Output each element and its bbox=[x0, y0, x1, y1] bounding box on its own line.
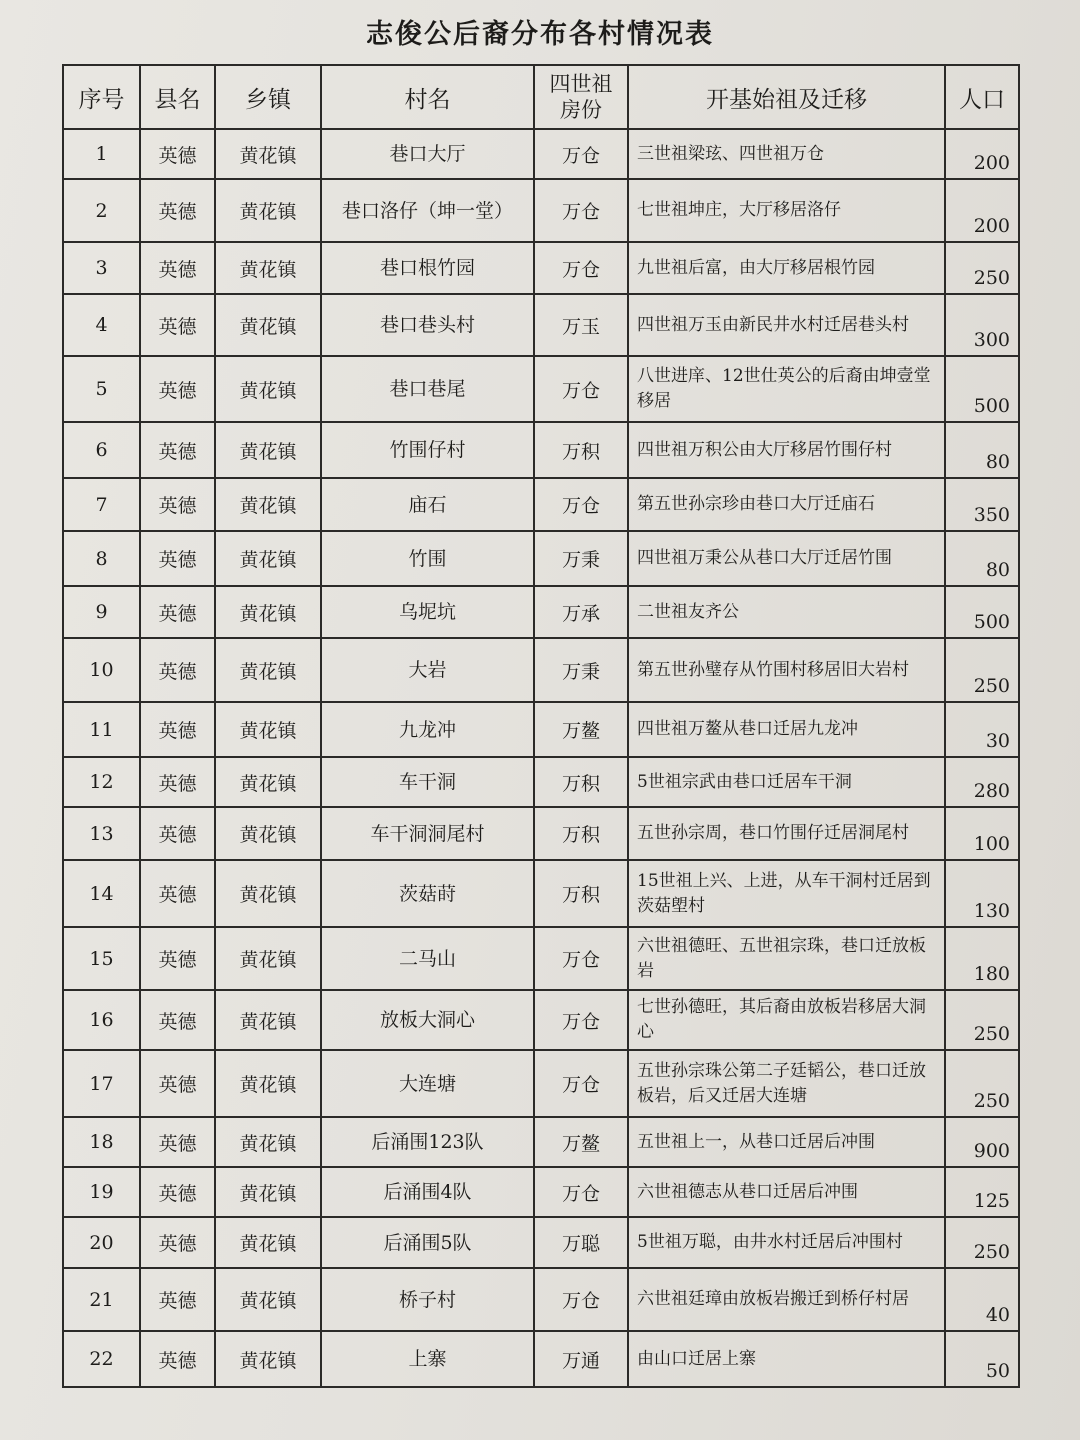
cell-no: 17 bbox=[63, 1050, 140, 1117]
cell-village: 竹围仔村 bbox=[321, 422, 534, 478]
cell-village: 茨菇莳 bbox=[321, 860, 534, 927]
cell-population: 200 bbox=[945, 129, 1019, 179]
cell-population: 125 bbox=[945, 1167, 1019, 1217]
cell-branch: 万仓 bbox=[534, 478, 628, 531]
cell-migration: 五世孙宗珠公第二子廷韬公，巷口迁放板岩，后又迁居大连塘 bbox=[628, 1050, 945, 1117]
cell-village: 巷口洛仔（坤一堂） bbox=[321, 179, 534, 242]
cell-branch: 万承 bbox=[534, 586, 628, 638]
cell-county: 英德 bbox=[140, 586, 215, 638]
cell-no: 2 bbox=[63, 179, 140, 242]
cell-town: 黄花镇 bbox=[215, 1268, 321, 1331]
cell-branch: 万秉 bbox=[534, 531, 628, 586]
table-row bbox=[63, 422, 1019, 478]
cell-migration: 六世祖德志从巷口迁居后冲围 bbox=[628, 1167, 945, 1217]
cell-county: 英德 bbox=[140, 638, 215, 702]
table-row bbox=[63, 179, 1019, 242]
cell-no: 9 bbox=[63, 586, 140, 638]
cell-county: 英德 bbox=[140, 927, 215, 990]
cell-village: 巷口根竹园 bbox=[321, 242, 534, 294]
cell-population: 250 bbox=[945, 1050, 1019, 1117]
cell-branch: 万仓 bbox=[534, 927, 628, 990]
cell-county: 英德 bbox=[140, 990, 215, 1050]
cell-migration: 第五世孙宗珍由巷口大厅迁庙石 bbox=[628, 478, 945, 531]
cell-migration: 四世祖万鳌从巷口迁居九龙冲 bbox=[628, 702, 945, 757]
header-branch bbox=[534, 65, 628, 129]
header-population: 人口 bbox=[945, 65, 1019, 129]
cell-branch: 万玉 bbox=[534, 294, 628, 356]
cell-village: 后涌围4队 bbox=[321, 1167, 534, 1217]
table-row bbox=[63, 356, 1019, 422]
cell-county: 英德 bbox=[140, 860, 215, 927]
cell-branch: 万鳌 bbox=[534, 702, 628, 757]
cell-population: 250 bbox=[945, 990, 1019, 1050]
cell-no: 5 bbox=[63, 356, 140, 422]
cell-branch: 万聪 bbox=[534, 1217, 628, 1268]
cell-population: 50 bbox=[945, 1331, 1019, 1387]
table-row bbox=[63, 478, 1019, 531]
cell-village: 后涌围123队 bbox=[321, 1117, 534, 1167]
cell-branch: 万仓 bbox=[534, 1167, 628, 1217]
cell-no: 7 bbox=[63, 478, 140, 531]
cell-village: 车干洞洞尾村 bbox=[321, 807, 534, 860]
cell-town: 黄花镇 bbox=[215, 478, 321, 531]
cell-population: 500 bbox=[945, 356, 1019, 422]
cell-migration: 5世祖宗武由巷口迁居车干洞 bbox=[628, 757, 945, 807]
cell-population: 350 bbox=[945, 478, 1019, 531]
cell-migration: 四世祖万秉公从巷口大厅迁居竹围 bbox=[628, 531, 945, 586]
cell-town: 黄花镇 bbox=[215, 179, 321, 242]
cell-no: 3 bbox=[63, 242, 140, 294]
table-row bbox=[63, 1268, 1019, 1331]
cell-no: 10 bbox=[63, 638, 140, 702]
cell-branch: 万仓 bbox=[534, 129, 628, 179]
cell-village: 九龙冲 bbox=[321, 702, 534, 757]
cell-county: 英德 bbox=[140, 757, 215, 807]
cell-branch: 万积 bbox=[534, 860, 628, 927]
cell-migration: 第五世孙璧存从竹围村移居旧大岩村 bbox=[628, 638, 945, 702]
cell-county: 英德 bbox=[140, 242, 215, 294]
cell-migration: 由山口迁居上寨 bbox=[628, 1331, 945, 1387]
cell-village: 二马山 bbox=[321, 927, 534, 990]
cell-no: 12 bbox=[63, 757, 140, 807]
cell-village: 竹围 bbox=[321, 531, 534, 586]
cell-county: 英德 bbox=[140, 179, 215, 242]
cell-no: 14 bbox=[63, 860, 140, 927]
table-row bbox=[63, 927, 1019, 990]
cell-no: 20 bbox=[63, 1217, 140, 1268]
cell-village: 大岩 bbox=[321, 638, 534, 702]
cell-population: 250 bbox=[945, 242, 1019, 294]
header-village: 村名 bbox=[321, 65, 534, 129]
cell-county: 英德 bbox=[140, 356, 215, 422]
cell-migration: 六世祖廷璋由放板岩搬迁到桥仔村居 bbox=[628, 1268, 945, 1331]
cell-branch: 万积 bbox=[534, 422, 628, 478]
cell-county: 英德 bbox=[140, 1268, 215, 1331]
cell-no: 21 bbox=[63, 1268, 140, 1331]
cell-county: 英德 bbox=[140, 807, 215, 860]
cell-migration: 五世祖上一，从巷口迁居后冲围 bbox=[628, 1117, 945, 1167]
cell-migration: 八世进庠、12世仕英公的后裔由坤壹堂移居 bbox=[628, 356, 945, 422]
cell-village: 上寨 bbox=[321, 1331, 534, 1387]
cell-migration: 5世祖万聪，由井水村迁居后冲围村 bbox=[628, 1217, 945, 1268]
cell-no: 15 bbox=[63, 927, 140, 990]
cell-population: 80 bbox=[945, 422, 1019, 478]
cell-population: 100 bbox=[945, 807, 1019, 860]
cell-town: 黄花镇 bbox=[215, 129, 321, 179]
cell-migration: 七世祖坤庄，大厅移居洛仔 bbox=[628, 179, 945, 242]
table-body bbox=[63, 129, 1019, 1387]
cell-town: 黄花镇 bbox=[215, 1217, 321, 1268]
cell-no: 18 bbox=[63, 1117, 140, 1167]
cell-no: 6 bbox=[63, 422, 140, 478]
cell-population: 300 bbox=[945, 294, 1019, 356]
cell-branch: 万仓 bbox=[534, 1268, 628, 1331]
cell-village: 桥子村 bbox=[321, 1268, 534, 1331]
header-branch-line2: 房份 bbox=[560, 98, 602, 122]
cell-branch: 万仓 bbox=[534, 242, 628, 294]
table-row bbox=[63, 702, 1019, 757]
cell-no: 22 bbox=[63, 1331, 140, 1387]
cell-town: 黄花镇 bbox=[215, 1050, 321, 1117]
cell-no: 16 bbox=[63, 990, 140, 1050]
cell-county: 英德 bbox=[140, 1331, 215, 1387]
cell-county: 英德 bbox=[140, 1217, 215, 1268]
cell-town: 黄花镇 bbox=[215, 1167, 321, 1217]
cell-town: 黄花镇 bbox=[215, 927, 321, 990]
cell-county: 英德 bbox=[140, 1167, 215, 1217]
header-town: 乡镇 bbox=[215, 65, 321, 129]
table-row bbox=[63, 129, 1019, 179]
cell-town: 黄花镇 bbox=[215, 860, 321, 927]
cell-migration: 四世祖万玉由新民井水村迁居巷头村 bbox=[628, 294, 945, 356]
cell-county: 英德 bbox=[140, 1050, 215, 1117]
cell-no: 4 bbox=[63, 294, 140, 356]
cell-town: 黄花镇 bbox=[215, 702, 321, 757]
cell-village: 大连塘 bbox=[321, 1050, 534, 1117]
cell-county: 英德 bbox=[140, 422, 215, 478]
cell-town: 黄花镇 bbox=[215, 294, 321, 356]
cell-village: 庙石 bbox=[321, 478, 534, 531]
cell-town: 黄花镇 bbox=[215, 757, 321, 807]
cell-village: 乌坭坑 bbox=[321, 586, 534, 638]
header-row bbox=[63, 65, 1019, 129]
header-county: 县名 bbox=[140, 65, 215, 129]
cell-town: 黄花镇 bbox=[215, 807, 321, 860]
cell-county: 英德 bbox=[140, 478, 215, 531]
cell-village: 巷口大厅 bbox=[321, 129, 534, 179]
cell-county: 英德 bbox=[140, 1117, 215, 1167]
cell-county: 英德 bbox=[140, 294, 215, 356]
cell-town: 黄花镇 bbox=[215, 638, 321, 702]
cell-migration: 五世孙宗周，巷口竹围仔迁居洞尾村 bbox=[628, 807, 945, 860]
header-branch-line1: 四世祖 bbox=[549, 72, 613, 96]
cell-no: 8 bbox=[63, 531, 140, 586]
table-row bbox=[63, 1217, 1019, 1268]
cell-population: 80 bbox=[945, 531, 1019, 586]
cell-migration: 三世祖梁玹、四世祖万仓 bbox=[628, 129, 945, 179]
cell-population: 250 bbox=[945, 638, 1019, 702]
cell-population: 200 bbox=[945, 179, 1019, 242]
cell-town: 黄花镇 bbox=[215, 1117, 321, 1167]
cell-migration: 六世祖德旺、五世祖宗珠，巷口迁放板岩 bbox=[628, 927, 945, 990]
cell-migration: 七世孙德旺，其后裔由放板岩移居大洞心 bbox=[628, 990, 945, 1050]
table-row bbox=[63, 531, 1019, 586]
table-title: 志俊公后裔分布各村情况表 bbox=[366, 19, 714, 50]
cell-village: 车干洞 bbox=[321, 757, 534, 807]
cell-county: 英德 bbox=[140, 531, 215, 586]
table-row bbox=[63, 807, 1019, 860]
cell-branch: 万积 bbox=[534, 807, 628, 860]
table-row bbox=[63, 1167, 1019, 1217]
cell-town: 黄花镇 bbox=[215, 422, 321, 478]
cell-population: 30 bbox=[945, 702, 1019, 757]
cell-migration: 四世祖万积公由大厅移居竹围仔村 bbox=[628, 422, 945, 478]
distribution-table bbox=[62, 64, 1020, 1388]
cell-branch: 万秉 bbox=[534, 638, 628, 702]
table-row bbox=[63, 586, 1019, 638]
cell-population: 900 bbox=[945, 1117, 1019, 1167]
cell-town: 黄花镇 bbox=[215, 586, 321, 638]
cell-county: 英德 bbox=[140, 129, 215, 179]
cell-population: 500 bbox=[945, 586, 1019, 638]
table-row bbox=[63, 294, 1019, 356]
header-no: 序号 bbox=[63, 65, 140, 129]
cell-branch: 万仓 bbox=[534, 990, 628, 1050]
table-row bbox=[63, 1331, 1019, 1387]
cell-town: 黄花镇 bbox=[215, 531, 321, 586]
cell-branch: 万仓 bbox=[534, 179, 628, 242]
cell-branch: 万通 bbox=[534, 1331, 628, 1387]
cell-village: 巷口巷头村 bbox=[321, 294, 534, 356]
cell-migration: 15世祖上兴、上进，从车干洞村迁居到茨菇塱村 bbox=[628, 860, 945, 927]
cell-town: 黄花镇 bbox=[215, 1331, 321, 1387]
cell-branch: 万仓 bbox=[534, 1050, 628, 1117]
cell-population: 40 bbox=[945, 1268, 1019, 1331]
cell-branch: 万积 bbox=[534, 757, 628, 807]
cell-population: 180 bbox=[945, 927, 1019, 990]
table-row bbox=[63, 242, 1019, 294]
header-migration: 开基始祖及迁移 bbox=[628, 65, 945, 129]
cell-town: 黄花镇 bbox=[215, 242, 321, 294]
table-row bbox=[63, 990, 1019, 1050]
cell-village: 后涌围5队 bbox=[321, 1217, 534, 1268]
cell-no: 19 bbox=[63, 1167, 140, 1217]
table-row bbox=[63, 638, 1019, 702]
cell-population: 280 bbox=[945, 757, 1019, 807]
cell-village: 放板大洞心 bbox=[321, 990, 534, 1050]
cell-population: 130 bbox=[945, 860, 1019, 927]
cell-no: 13 bbox=[63, 807, 140, 860]
table-row bbox=[63, 757, 1019, 807]
cell-no: 11 bbox=[63, 702, 140, 757]
cell-migration: 九世祖后富，由大厅移居根竹园 bbox=[628, 242, 945, 294]
cell-town: 黄花镇 bbox=[215, 356, 321, 422]
cell-population: 250 bbox=[945, 1217, 1019, 1268]
cell-village: 巷口巷尾 bbox=[321, 356, 534, 422]
table-row bbox=[63, 1117, 1019, 1167]
cell-county: 英德 bbox=[140, 702, 215, 757]
cell-town: 黄花镇 bbox=[215, 990, 321, 1050]
cell-migration: 二世祖友齐公 bbox=[628, 586, 945, 638]
cell-branch: 万仓 bbox=[534, 356, 628, 422]
cell-no: 1 bbox=[63, 129, 140, 179]
table-row bbox=[63, 860, 1019, 927]
table-row bbox=[63, 1050, 1019, 1117]
cell-branch: 万鳌 bbox=[534, 1117, 628, 1167]
